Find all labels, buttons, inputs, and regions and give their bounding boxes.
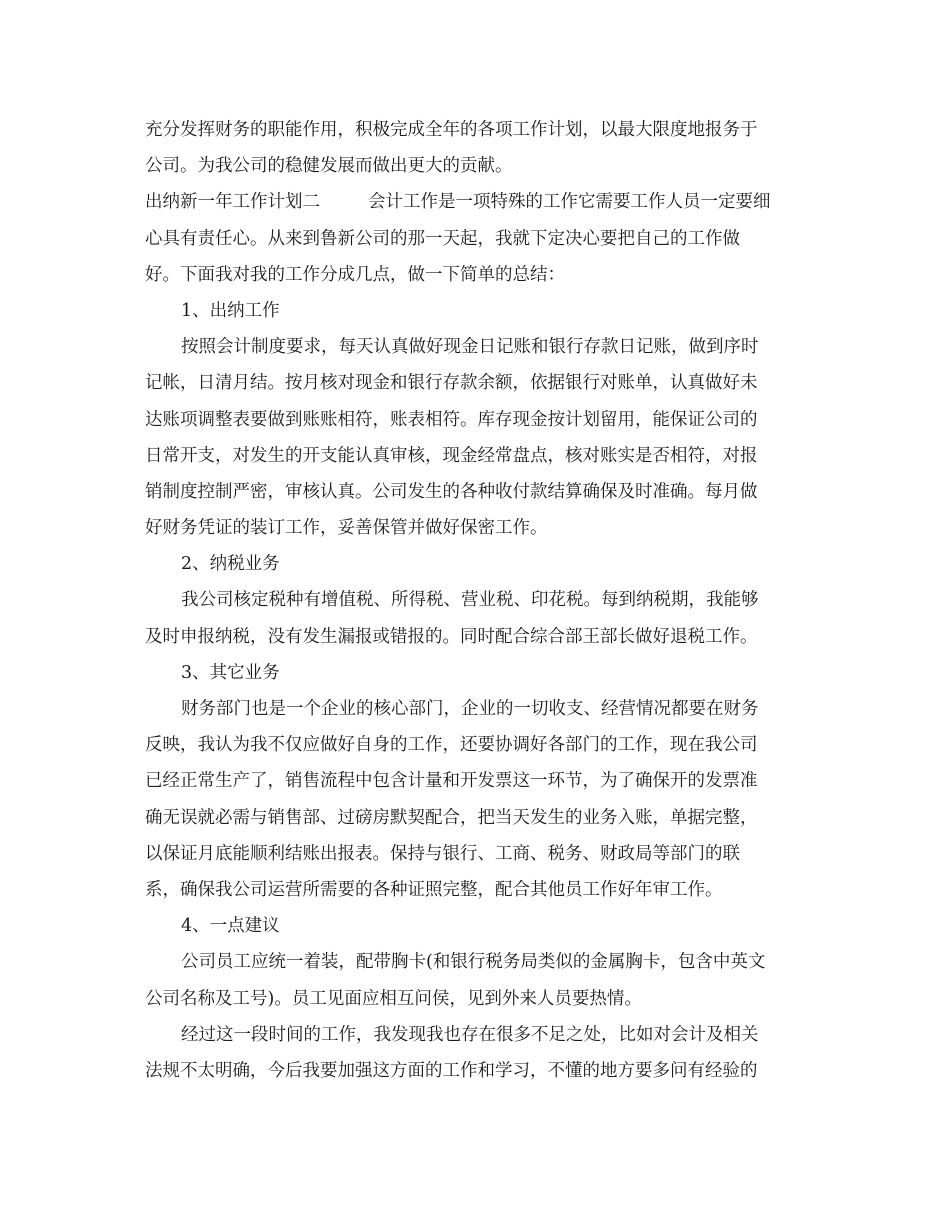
text-line <box>145 908 805 944</box>
line-text: 心具有责任心。从来到鲁新公司的那一天起，我就下定决心要把自己的工作做 <box>145 228 740 249</box>
text-line <box>145 763 805 799</box>
text-line <box>145 1053 805 1089</box>
text-line <box>145 619 805 655</box>
line-text: 经过这一段时间的工作，我发现我也存在很多不足之处，比如对会计及相关 <box>181 1024 759 1045</box>
line-text: 销制度控制严密，审核认真。公司发生的各种收付款结算确保及时准确。每月做 <box>145 481 758 502</box>
line-text: 1、出纳工作 <box>181 300 280 321</box>
text-line <box>145 365 805 401</box>
line-text: 财务部门也是一个企业的核心部门，企业的一切收支、经营情况都要在财务 <box>181 699 759 719</box>
line-text: 会计工作是一项特殊的工作它需要工作人员一定要细 <box>368 192 771 213</box>
line-text: 以保证月底能顺利结账出报表。保持与银行、工商、税务、财政局等部门的联 <box>145 843 740 864</box>
line-text: 法规不太明确，今后我要加强这方面的工作和学习，不懂的地方要多问有经验的 <box>145 1060 758 1081</box>
text-line <box>145 474 805 510</box>
text-line <box>145 655 805 691</box>
text-line <box>145 329 805 365</box>
line-text: 我公司核定税种有增值税、所得税、营业税、印花税。每到纳税期，我能够 <box>181 590 759 611</box>
text-line <box>145 800 805 836</box>
line-text: 2、纳税业务 <box>181 554 280 575</box>
text-line <box>145 402 805 438</box>
text-line <box>145 981 805 1017</box>
text-line <box>145 582 805 618</box>
text-line <box>145 112 805 148</box>
text-line <box>145 510 805 546</box>
line-text: 好财务凭证的装订工作，妥善保管并做好保密工作。 <box>145 518 548 539</box>
line-text: 日常开支，对发生的开支能认真审核，现金经常盘点，核对账实是否相符，对报 <box>145 445 758 466</box>
line-text: 公司员工应统一着装，配带胸卡(和银行税务局类似的金属胸卡，包含中英文 <box>181 952 766 973</box>
text-line <box>145 727 805 763</box>
line-text: 充分发挥财务的职能作用，积极完成全年的各项工作计划，以最大限度地报务于 <box>145 120 758 140</box>
line-text: 达账项调整表要做到账账相符，账表相符。库存现金按计划留用，能保证公司的 <box>145 409 758 430</box>
text-line <box>145 1017 805 1053</box>
line-text: 4、一点建议 <box>181 916 280 937</box>
line-text: 记帐，日清月结。按月核对现金和银行存款余额，依据银行对账单，认真做好未 <box>145 373 758 394</box>
text-line <box>145 184 805 220</box>
text-line <box>145 438 805 474</box>
text-line <box>145 836 805 872</box>
text-line <box>145 293 805 329</box>
text-line <box>145 221 805 257</box>
line-text: 好。下面我对我的工作分成几点，做一下简单的总结： <box>145 264 565 285</box>
document-body <box>145 112 805 1089</box>
line-text: 确无误就必需与销售部、过磅房默契配合，把当天发生的业务入账，单据完整， <box>145 807 758 828</box>
line-text: 公司。为我公司的稳健发展而做出更大的贡献。 <box>145 156 513 177</box>
text-line <box>145 546 805 582</box>
text-line <box>145 944 805 980</box>
line-text: 系，确保我公司运营所需要的各种证照完整，配合其他员工作好年审工作。 <box>145 879 723 900</box>
section-heading: 出纳新一年工作计划二 <box>145 192 320 213</box>
line-text: 公司名称及工号)。员工见面应相互问侯，见到外来人员要热情。 <box>145 988 642 1009</box>
line-text: 按照会计制度要求，每天认真做好现金日记账和银行存款日记账，做到序时 <box>181 337 759 358</box>
line-text: 已经正常生产了，销售流程中包含计量和开发票这一环节，为了确保开的发票准 <box>145 771 758 792</box>
line-text: 反映，我认为我不仅应做好自身的工作，还要协调好各部门的工作，现在我公司 <box>145 735 758 756</box>
text-line <box>145 872 805 908</box>
text-line <box>145 691 805 727</box>
line-text: 3、其它业务 <box>181 662 280 683</box>
text-line <box>145 257 805 293</box>
line-text: 及时申报纳税，没有发生漏报或错报的。同时配合综合部王部长做好退税工作。 <box>145 626 758 647</box>
text-line <box>145 148 805 184</box>
